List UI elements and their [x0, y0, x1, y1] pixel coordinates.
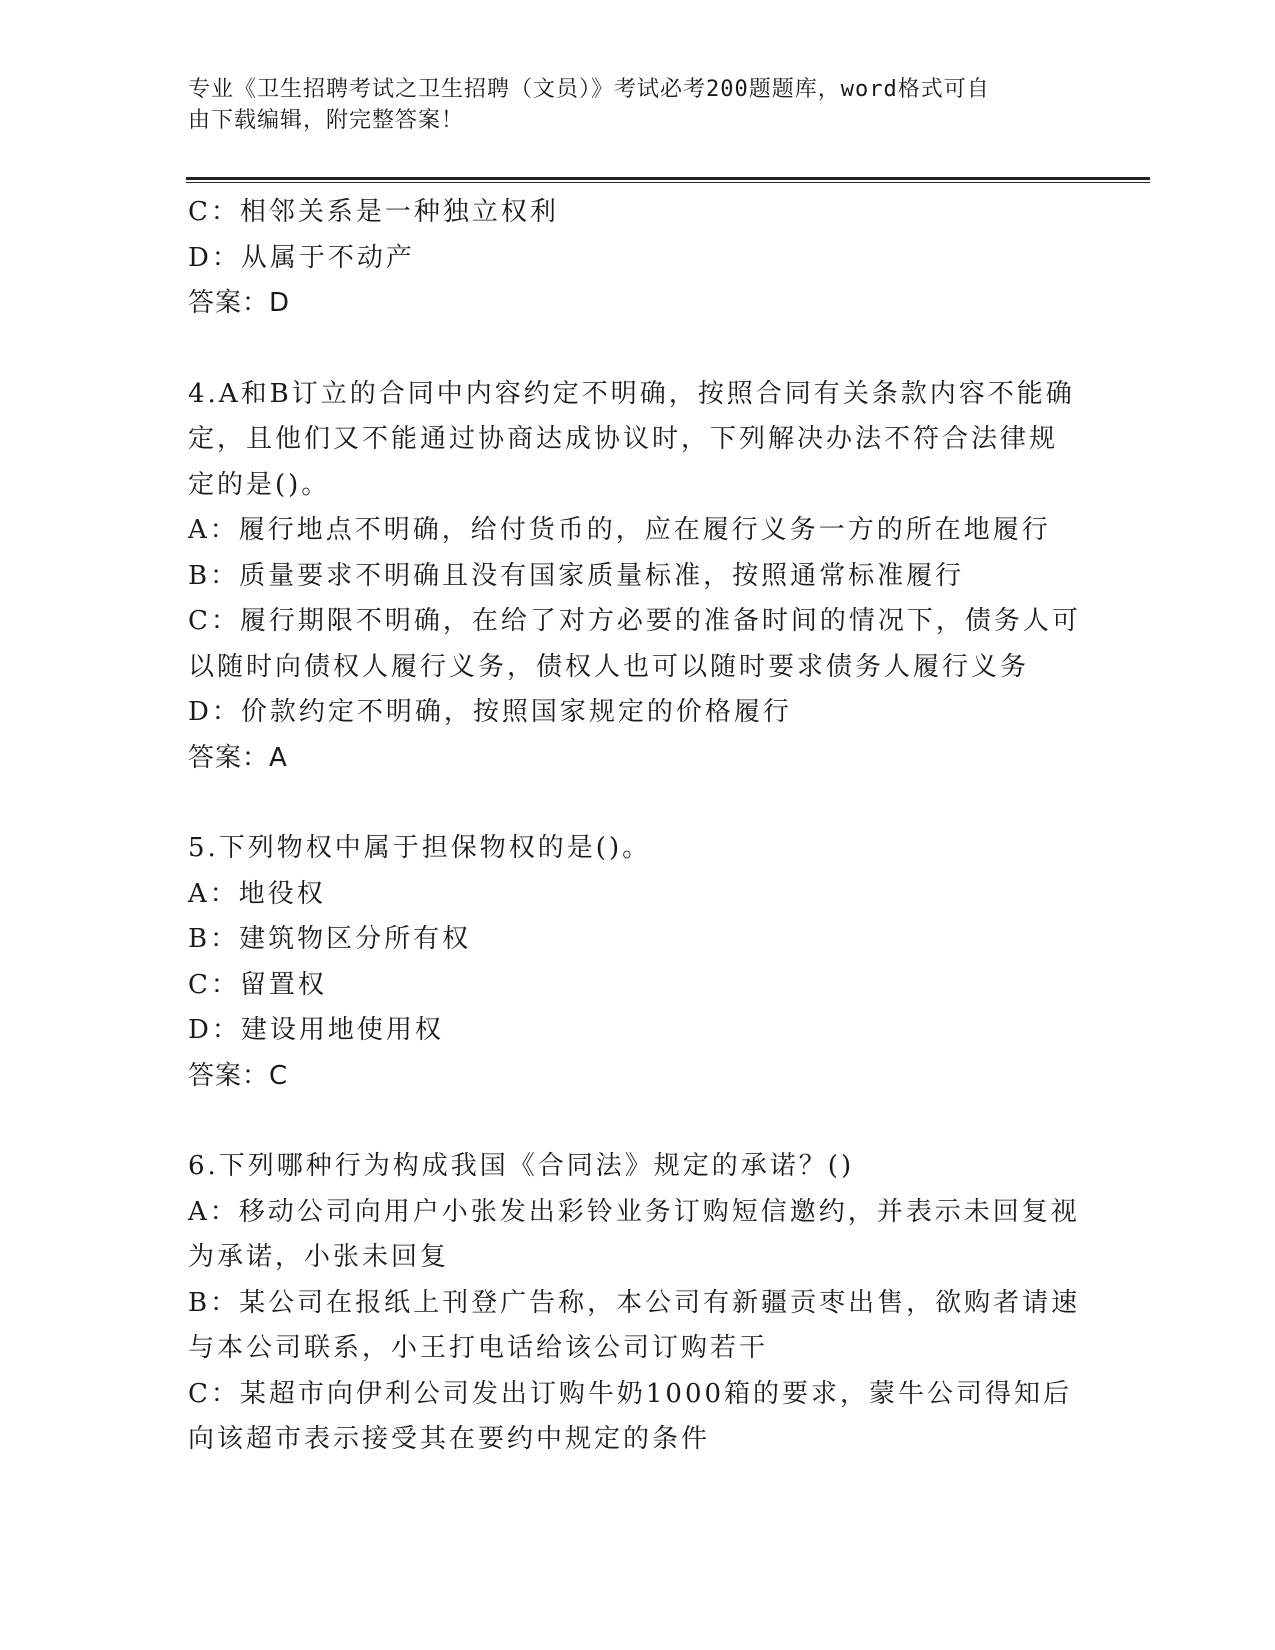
- header-line-2: 由下载编辑，附完整答案！: [188, 108, 465, 133]
- option-a: A：移动公司向用户小张发出彩铃业务订购短信邀约，并表示未回复视: [188, 1196, 1080, 1227]
- question-5: [188, 826, 1078, 1099]
- question-3-tail: [188, 190, 1078, 327]
- option-c: C：相邻关系是一种独立权利: [188, 197, 559, 227]
- question-stem: 5.下列物权中属于担保物权的是()。: [188, 833, 652, 863]
- option-c: 以随时向债权人履行义务，债权人也可以随时要求债务人履行义务: [188, 651, 1030, 682]
- option-c: C：某超市向伊利公司发出订购牛奶1000箱的要求，蒙牛公司得知后: [188, 1378, 1073, 1409]
- option-c: 向该超市表示接受其在要约中规定的条件: [188, 1424, 711, 1454]
- header-divider-thick: [186, 177, 1150, 180]
- document-body: [188, 190, 1081, 1463]
- option-b: B：质量要求不明确且没有国家质量标准，按照通常标准履行: [188, 560, 965, 591]
- option-d: D：建设用地使用权: [188, 1015, 444, 1045]
- spacer: [188, 327, 1078, 372]
- question-6: [188, 1144, 1081, 1463]
- answer-line: 答案：D: [188, 288, 291, 318]
- option-d: D：价款约定不明确，按照国家规定的价格履行: [188, 697, 792, 727]
- option-a: 为承诺，小张未回复: [188, 1242, 450, 1272]
- question-stem: 4.A和B订立的合同中内容约定不明确，按照合同有关条款内容不能确: [188, 378, 1075, 409]
- question-stem: 定，且他们又不能通过协商达成协议时，下列解决办法不符合法律规: [188, 424, 1059, 454]
- option-c: C：留置权: [188, 969, 327, 1000]
- question-4: [188, 372, 1081, 782]
- spacer: [188, 1099, 1078, 1144]
- option-d: D：从属于不动产: [188, 242, 415, 273]
- question-stem: 定的是()。: [188, 469, 331, 500]
- header-divider-thin: [186, 182, 1150, 183]
- option-b: B：建筑物区分所有权: [188, 924, 472, 954]
- page-header: [188, 74, 1068, 136]
- option-a: A：地役权: [188, 878, 326, 909]
- option-c: C：履行期限不明确，在给了对方必要的准备时间的情况下，债务人可: [188, 606, 1081, 636]
- answer-line: 答案：C: [188, 1060, 289, 1091]
- option-b: 与本公司联系，小王打电话给该公司订购若干: [188, 1333, 769, 1363]
- option-a: A：履行地点不明确，给付货币的，应在履行义务一方的所在地履行: [188, 515, 1051, 545]
- header-line-1: 专业《卫生招聘考试之卫生招聘（文员）》考试必考200题题库，word格式可自: [188, 77, 990, 102]
- option-b: B：某公司在报纸上刊登广告称，本公司有新疆贡枣出售，欲购者请速: [188, 1287, 1081, 1318]
- question-stem: 6.下列哪种行为构成我国《合同法》规定的承诺？(): [188, 1151, 855, 1181]
- spacer: [188, 781, 1078, 826]
- answer-line: 答案：A: [188, 742, 288, 773]
